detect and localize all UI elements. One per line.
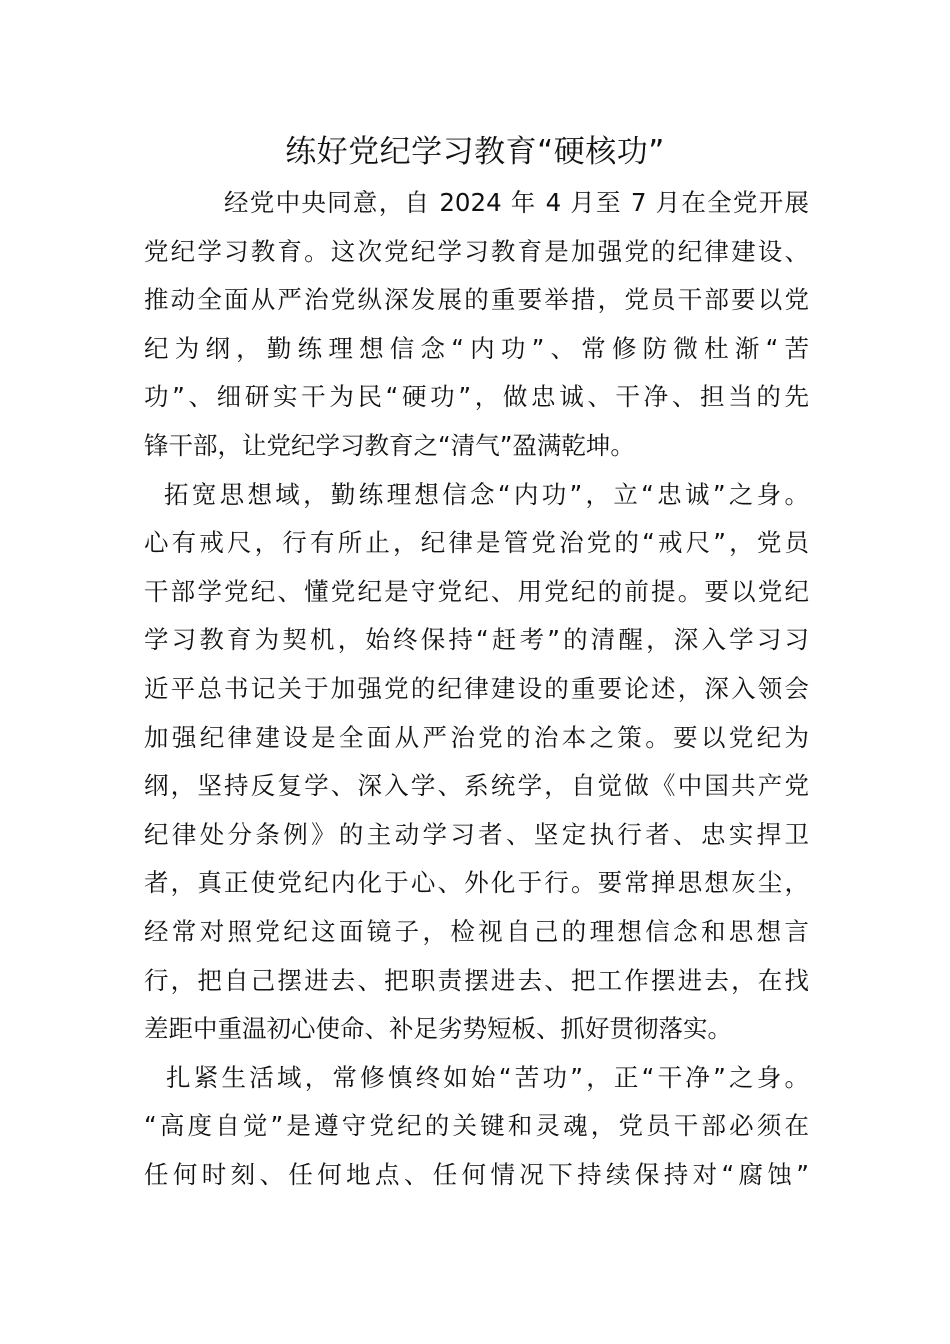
paragraph-1-line-2: 党纪学习教育。这次党纪学习教育是加强党的纪律建设、 <box>144 236 809 266</box>
paragraph-2-line-2: 心有戒尺，行有所止，纪律是管党治党的“戒尺”，党员 <box>144 528 809 558</box>
paragraph-1-line-5: 功”、细研实干为民“硬功”，做忠诚、干净、担当的先 <box>144 382 809 412</box>
paragraph-2-line-11: 行，把自己摆进去、把职责摆进去、把工作摆进去，在找 <box>144 965 809 995</box>
paragraph-3-line-1: 扎紧生活域，常修慎终如始“苦功”，正“干净”之身。 <box>166 1062 809 1092</box>
paragraph-2-line-5: 近平总书记关于加强党的纪律建设的重要论述，深入领会 <box>144 673 809 703</box>
paragraph-2-line-8: 纪律处分条例》的主动学习者、坚定执行者、忠实捍卫 <box>144 819 809 849</box>
paragraph-2-line-10: 经常对照党纪这面镜子，检视自己的理想信念和思想言 <box>144 916 809 946</box>
paragraph-2-line-3: 干部学党纪、懂党纪是守党纪、用党纪的前提。要以党纪 <box>144 576 809 606</box>
paragraph-2-line-6: 加强纪律建设是全面从严治党的治本之策。要以党纪为 <box>144 722 809 752</box>
paragraph-1-line-4: 纪为纲，勤练理想信念“内功”、常修防微杜渐“苦 <box>144 333 809 363</box>
paragraph-3-line-2: “高度自觉”是遵守党纪的关键和灵魂，党员干部必须在 <box>144 1111 809 1141</box>
document-title: 练好党纪学习教育“硬核功” <box>285 134 665 170</box>
document-body <box>144 179 809 1199</box>
paragraph-2-line-12: 差距中重温初心使命、补足劣势短板、抓好贯彻落实。 <box>144 1014 732 1044</box>
paragraph-2-line-4: 学习教育为契机，始终保持“赶考”的清醒，深入学习习 <box>144 625 809 655</box>
paragraph-2-line-9: 者，真正使党纪内化于心、外化于行。要常掸思想灰尘， <box>144 868 809 898</box>
paragraph-2-line-1: 拓宽思想域，勤练理想信念“内功”，立“忠诚”之身。 <box>164 479 809 509</box>
paragraph-2-line-7: 纲，坚持反复学、深入学、系统学，自觉做《中国共产党 <box>144 771 809 801</box>
paragraph-1-line-1: 经党中央同意，自 2024 年 4 月至 7 月在全党开展 <box>224 188 809 217</box>
paragraph-3-line-3: 任何时刻、任何地点、任何情况下持续保持对“腐蚀” <box>144 1159 809 1189</box>
paragraph-1-line-6: 锋干部，让党纪学习教育之“清气”盈满乾坤。 <box>144 430 635 460</box>
paragraph-1-line-3: 推动全面从严治党纵深发展的重要举措，党员干部要以党 <box>144 285 809 315</box>
